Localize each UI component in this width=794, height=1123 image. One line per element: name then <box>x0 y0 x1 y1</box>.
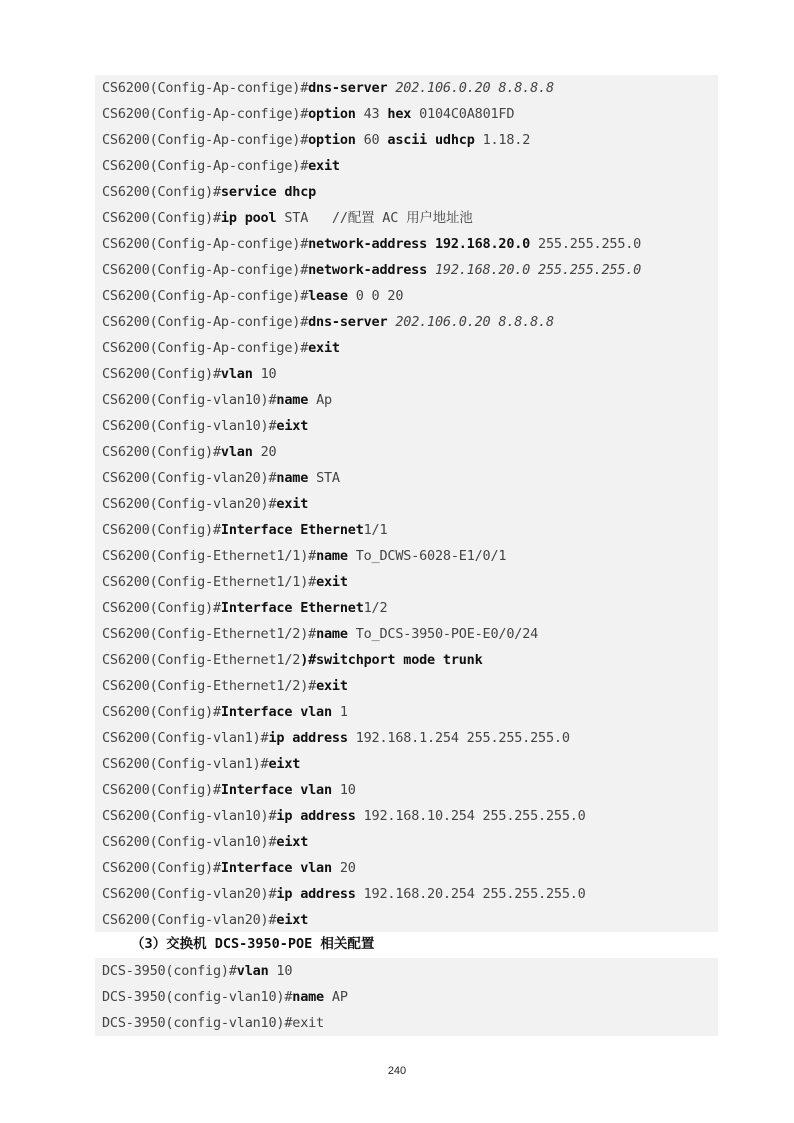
code-line <box>95 257 718 283</box>
code-text: DCS-3950(config)# <box>102 963 237 979</box>
code-text: CS6200(Config-vlan10)# <box>102 392 277 408</box>
code-text: STA <box>308 470 340 486</box>
code-line <box>95 595 718 621</box>
code-keyword: Interface vlan <box>220 860 332 876</box>
code-text: CS6200(Config-Ap-configе)# <box>102 80 309 96</box>
code-line <box>95 751 718 777</box>
code-line <box>95 984 718 1010</box>
code-line <box>95 231 718 257</box>
code-line <box>95 621 718 647</box>
code-line <box>95 205 718 231</box>
code-line <box>95 101 718 127</box>
code-line <box>95 803 718 829</box>
code-keyword: service dhcp <box>220 184 317 200</box>
code-text: To_DCWS-6028-E1/0/1 <box>347 548 507 564</box>
code-line <box>95 335 718 361</box>
code-text: CS6200(Config-Ethernet1/1)# <box>102 548 317 564</box>
code-text: 202.106.0.20 8.8.8.8 <box>387 80 554 96</box>
code-line <box>95 855 718 881</box>
code-line <box>95 517 718 543</box>
code-text: CS6200(Config-Ap-configе)# <box>102 340 309 356</box>
code-keyword: dns-server <box>308 80 388 96</box>
code-keyword: vlan <box>236 963 269 979</box>
code-text: CS6200(Config-vlan1)# <box>102 756 269 772</box>
code-text: CS6200(Config)# <box>102 782 221 798</box>
code-keyword: eixt <box>268 756 301 772</box>
code-keyword: exit <box>276 496 309 512</box>
code-text: CS6200(Config)# <box>102 366 221 382</box>
code-keyword: network-address <box>308 262 428 278</box>
code-keyword: eixt <box>276 912 309 928</box>
code-keyword: exit <box>308 158 340 174</box>
code-keyword: option <box>308 106 356 122</box>
code-line <box>95 75 718 101</box>
code-text: CS6200(Config-vlan1)# <box>102 730 269 746</box>
code-text: 1/1 <box>363 522 388 538</box>
code-text: CS6200(Config)# <box>102 522 221 538</box>
code-line <box>95 829 718 855</box>
code-text: STA //配置 AC 用户地址池 <box>276 210 473 226</box>
code-line <box>95 439 718 465</box>
code-line <box>95 153 718 179</box>
code-keyword: eixt <box>276 834 309 850</box>
code-text: 192.168.1.254 255.255.255.0 <box>347 730 570 746</box>
code-line <box>95 881 718 907</box>
code-line <box>95 283 718 309</box>
code-line <box>95 777 718 803</box>
code-text: 1.18.2 <box>474 132 531 148</box>
code-text: CS6200(Config)# <box>102 184 221 200</box>
code-line <box>95 491 718 517</box>
code-text: CS6200(Config-Ap-configе)# <box>102 262 309 278</box>
code-text: To_DCS-3950-POE-E0/0/24 <box>347 626 539 642</box>
code-text: CS6200(Config)# <box>102 860 221 876</box>
code-text: 255.255.255.0 <box>530 236 642 252</box>
code-text: CS6200(Config)# <box>102 600 221 616</box>
code-text: DCS-3950(config-vlan10)# <box>102 989 293 1005</box>
code-text: 1 <box>331 704 348 720</box>
code-keyword: )#switchport mode trunk <box>300 652 483 668</box>
code-text: 202.106.0.20 8.8.8.8 <box>387 314 554 330</box>
code-line <box>95 699 718 725</box>
code-text: 0104C0A801FD <box>411 106 515 122</box>
code-line <box>95 958 718 984</box>
code-keyword: ip pool <box>220 210 277 226</box>
code-line <box>95 543 718 569</box>
code-line <box>95 387 718 413</box>
code-text: 192.168.20.254 255.255.255.0 <box>355 886 586 902</box>
section-heading: （3）交换机 DCS-3950-POE 相关配置 <box>131 936 375 952</box>
code-text: 192.168.10.254 255.255.255.0 <box>355 808 586 824</box>
code-keyword: name <box>316 548 348 564</box>
code-text: CS6200(Config-Ethernet1/2 <box>102 652 301 668</box>
code-keyword: ip address <box>276 886 356 902</box>
code-text: DCS-3950(config-vlan10)#exit <box>102 1015 324 1031</box>
code-text: CS6200(Config-vlan10)# <box>102 418 277 434</box>
code-text: CS6200(Config-Ethernet1/2)# <box>102 626 317 642</box>
code-text: 0 0 20 <box>347 288 404 304</box>
code-line <box>95 647 718 673</box>
code-keyword: hex <box>387 106 412 122</box>
code-text: 43 <box>355 106 388 122</box>
code-line <box>95 413 718 439</box>
code-text: CS6200(Config-vlan20)# <box>102 470 277 486</box>
code-text: CS6200(Config-Ap-configе)# <box>102 236 309 252</box>
code-keyword: name <box>292 989 324 1005</box>
page-number: 240 <box>387 1065 407 1077</box>
code-text: CS6200(Config)# <box>102 704 221 720</box>
code-keyword: eixt <box>276 418 309 434</box>
code-keyword: Interface vlan <box>220 782 332 798</box>
code-keyword: exit <box>308 340 340 356</box>
code-line <box>95 569 718 595</box>
code-text: CS6200(Config)# <box>102 444 221 460</box>
code-text: CS6200(Config-Ethernet1/1)# <box>102 574 317 590</box>
code-line <box>95 361 718 387</box>
code-text: CS6200(Config-Ethernet1/2)# <box>102 678 317 694</box>
code-block-dcs3950-config <box>95 958 718 1036</box>
code-keyword: Interface vlan <box>220 704 332 720</box>
code-keyword: option <box>308 132 356 148</box>
code-text: CS6200(Config-Ap-configе)# <box>102 106 309 122</box>
code-text: AP <box>323 989 348 1005</box>
code-line <box>95 179 718 205</box>
code-line <box>95 725 718 751</box>
code-text: 10 <box>252 366 277 382</box>
code-line <box>95 1010 718 1036</box>
code-keyword: vlan <box>220 444 253 460</box>
code-keyword: exit <box>316 574 348 590</box>
code-keyword: name <box>276 392 309 408</box>
code-text: CS6200(Config-vlan10)# <box>102 834 277 850</box>
code-keyword: exit <box>316 678 348 694</box>
code-keyword: vlan <box>220 366 253 382</box>
code-text: 20 <box>331 860 356 876</box>
code-line <box>95 309 718 335</box>
code-text: CS6200(Config-vlan20)# <box>102 886 277 902</box>
code-keyword: network-address 192.168.20.0 <box>308 236 531 252</box>
code-text: 10 <box>331 782 356 798</box>
code-block-cs6200-config <box>95 75 718 932</box>
code-text: CS6200(Config-Ap-configе)# <box>102 132 309 148</box>
code-text: CS6200(Config-Ap-configе)# <box>102 288 309 304</box>
code-text: CS6200(Config-vlan20)# <box>102 912 277 928</box>
code-keyword: Interface Ethernet <box>220 522 364 538</box>
code-text: 20 <box>252 444 277 460</box>
code-text: CS6200(Config-vlan10)# <box>102 808 277 824</box>
code-text: CS6200(Config)# <box>102 210 221 226</box>
code-keyword: dns-server <box>308 314 388 330</box>
code-text: CS6200(Config-vlan20)# <box>102 496 277 512</box>
code-keyword: ip address <box>276 808 356 824</box>
code-text: Ap <box>308 392 332 408</box>
code-line <box>95 127 718 153</box>
code-line <box>95 907 718 933</box>
code-text: CS6200(Config-Ap-configе)# <box>102 314 309 330</box>
code-line <box>95 465 718 491</box>
code-text: 10 <box>268 963 293 979</box>
code-keyword: name <box>316 626 348 642</box>
code-text: 1/2 <box>363 600 388 616</box>
code-keyword: lease <box>308 288 348 304</box>
code-keyword: ascii udhcp <box>387 132 475 148</box>
code-keyword: ip address <box>268 730 348 746</box>
code-keyword: name <box>276 470 309 486</box>
code-line <box>95 673 718 699</box>
code-text: CS6200(Config-Ap-configе)# <box>102 158 309 174</box>
code-text: 192.168.20.0 255.255.255.0 <box>427 262 642 278</box>
code-keyword: Interface Ethernet <box>220 600 364 616</box>
code-text: 60 <box>355 132 388 148</box>
